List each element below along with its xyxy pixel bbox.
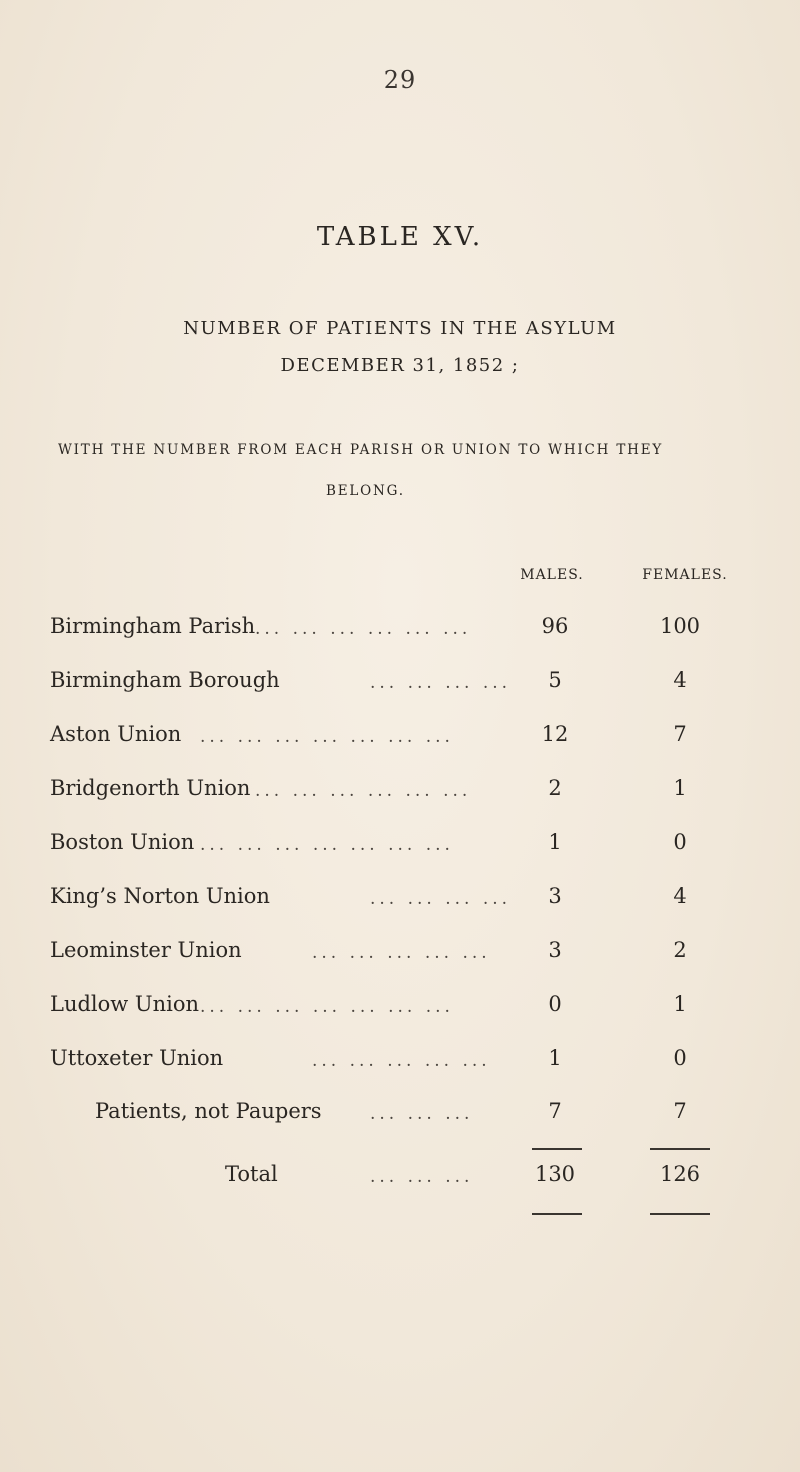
leader-dots: ... ... ... ... ... ... <box>255 781 472 801</box>
row-females: 0 <box>673 1046 687 1070</box>
row-females: 2 <box>673 938 687 962</box>
row-name: Aston Union <box>50 722 182 746</box>
row-name: Bridgenorth Union <box>50 776 251 800</box>
leader-dots: ... ... ... ... <box>370 889 512 909</box>
row-males: 96 <box>541 614 569 638</box>
leader-dots: ... ... ... ... ... ... ... <box>200 997 454 1017</box>
row-name: Patients, not Paupers <box>95 1099 322 1123</box>
total-males: 130 <box>534 1162 576 1186</box>
row-females: 1 <box>673 992 687 1016</box>
row-females: 0 <box>673 830 687 854</box>
note-line-1: WITH THE NUMBER FROM EACH PARISH OR UNION TO WHICH THEY <box>58 442 664 458</box>
rule-below-total-males <box>532 1213 582 1215</box>
row-males: 1 <box>548 830 562 854</box>
row-name: Boston Union <box>50 830 195 854</box>
leader-dots: ... ... ... ... ... ... ... <box>200 727 454 747</box>
row-males: 3 <box>548 938 562 962</box>
subtitle-line-2: DECEMBER 31, 1852 ; <box>280 355 520 376</box>
table-row <box>0 830 800 870</box>
leader-dots: ... ... ... <box>370 1104 474 1124</box>
row-name: Ludlow Union <box>50 992 200 1016</box>
note-line-2: BELONG. <box>326 483 405 499</box>
row-males: 1 <box>548 1046 562 1070</box>
row-males: 3 <box>548 884 562 908</box>
subtitle-line-1: NUMBER OF PATIENTS IN THE ASYLUM <box>183 318 617 339</box>
table-row <box>0 1046 800 1086</box>
row-males: 7 <box>548 1099 562 1123</box>
leader-dots: ... ... ... ... ... ... ... <box>200 835 454 855</box>
total-females: 126 <box>659 1162 701 1186</box>
table-row <box>0 1099 800 1139</box>
rule-below-total-females <box>650 1213 710 1215</box>
table-title: TABLE XV. <box>316 222 484 252</box>
total-row <box>0 1162 800 1202</box>
row-name: Leominster Union <box>50 938 242 962</box>
row-name: Birmingham Borough <box>50 668 280 692</box>
rule-above-total-females <box>650 1148 710 1150</box>
row-males: 5 <box>548 668 562 692</box>
leader-dots: ... ... ... ... ... <box>312 943 491 963</box>
rule-above-total-males <box>532 1148 582 1150</box>
leader-dots: ... ... ... <box>370 1167 474 1187</box>
row-females: 7 <box>673 1099 687 1123</box>
table-row <box>0 668 800 708</box>
row-males: 0 <box>548 992 562 1016</box>
leader-dots: ... ... ... ... ... <box>312 1051 491 1071</box>
row-name: Birmingham Parish <box>50 614 256 638</box>
row-males: 2 <box>548 776 562 800</box>
table-row <box>0 992 800 1032</box>
row-name: Uttoxeter Union <box>50 1046 224 1070</box>
table-row <box>0 776 800 816</box>
row-females: 1 <box>673 776 687 800</box>
row-females: 4 <box>673 884 687 908</box>
leader-dots: ... ... ... ... <box>370 673 512 693</box>
row-name: King’s Norton Union <box>50 884 270 908</box>
table-row <box>0 938 800 978</box>
column-header-females: FEMALES. <box>642 567 728 583</box>
total-label: Total <box>225 1162 278 1186</box>
row-males: 12 <box>541 722 569 746</box>
table-row <box>0 722 800 762</box>
column-header-males: MALES. <box>520 567 584 583</box>
row-females: 4 <box>673 668 687 692</box>
row-females: 7 <box>673 722 687 746</box>
table-row <box>0 614 800 654</box>
table-row <box>0 884 800 924</box>
row-females: 100 <box>659 614 701 638</box>
page-number: 29 <box>383 66 417 94</box>
leader-dots: ... ... ... ... ... ... <box>255 619 472 639</box>
